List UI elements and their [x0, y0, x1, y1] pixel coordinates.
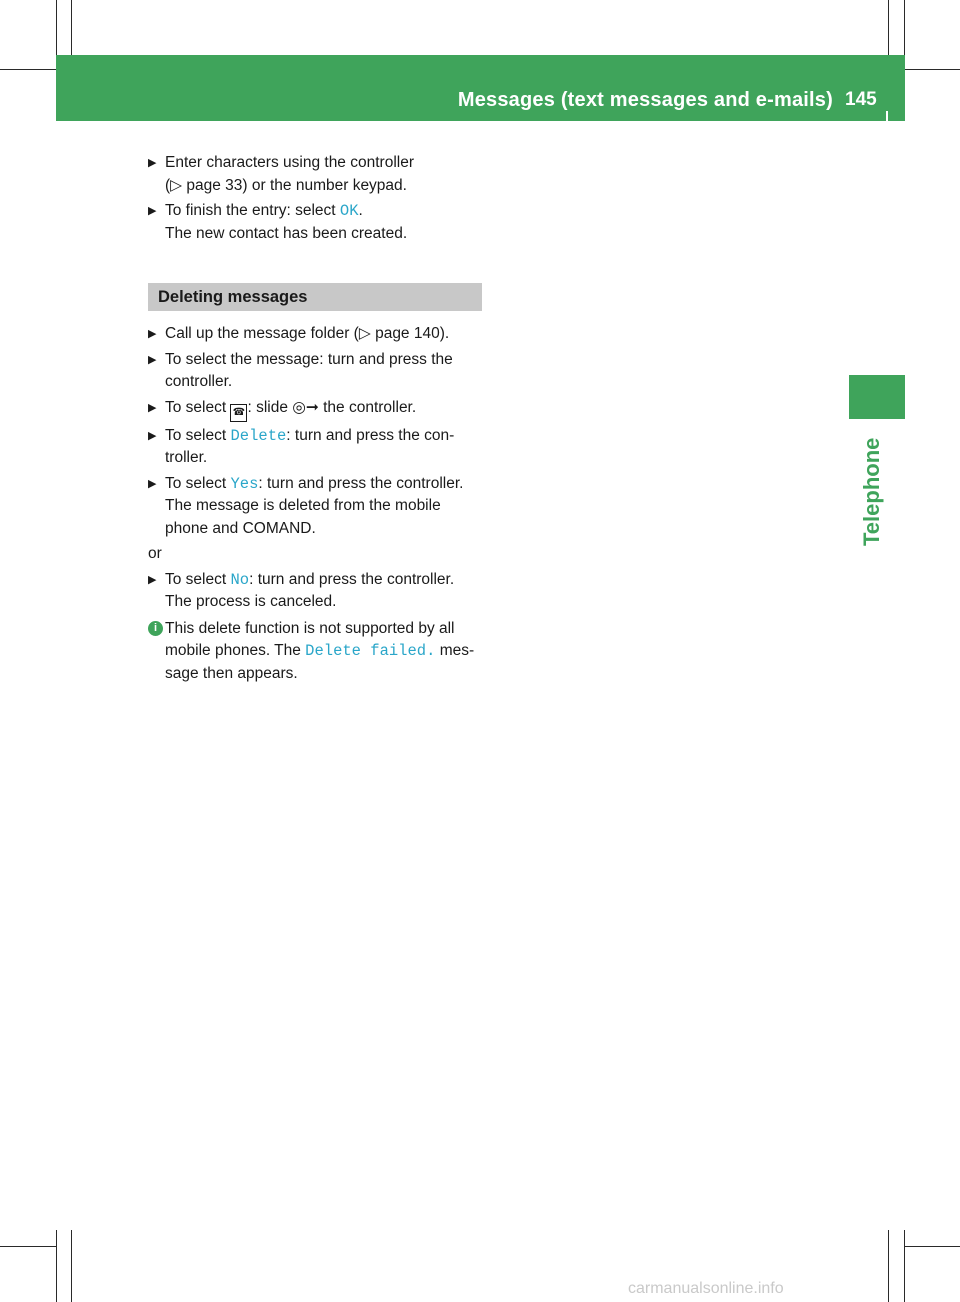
instruction-step: ▶ To finish the entry: select OK. The new contact has been created. [148, 202, 408, 242]
step-result: The process is canceled. [165, 593, 337, 610]
info-icon: i [148, 621, 163, 636]
header-divider [886, 111, 888, 175]
instruction-step: ▶ To select the message: turn and press the controller. [148, 350, 453, 390]
step-arrow-icon: ▶ [148, 429, 157, 442]
info-note: i This delete function is not supported by all mobile phones. The Delete failed. mes- sage then appears. [148, 618, 482, 686]
step-result: The message is deleted from the mobile [165, 497, 441, 514]
crop-mark [71, 1230, 72, 1302]
side-tab-label: Telephone [859, 437, 884, 546]
step-arrow-icon: ▶ [148, 573, 157, 586]
section-heading: Deleting messages [148, 283, 482, 311]
instruction-step: ▶ Enter characters using the controller (▷ page 33) or the number keypad. [148, 154, 414, 194]
step-arrow-icon: ▶ [148, 328, 157, 340]
step-arrow-icon: ▶ [148, 157, 157, 169]
or-separator: or [148, 545, 162, 562]
watermark: carmanualsonline.info [628, 1280, 784, 1297]
display-text-ok: OK [339, 202, 359, 220]
display-text-delete-failed: Delete failed. [305, 642, 436, 660]
instruction-step: ▶ To select Yes: turn and press the controller. The message is deleted from the mobile phone and COMAND. [148, 474, 464, 537]
phone-menu-icon: ☎ [230, 404, 247, 422]
step-arrow-icon: ▶ [148, 205, 157, 217]
instruction-step: ▶ To select No: turn and press the controller. The process is canceled. [148, 570, 455, 610]
crop-mark [888, 1230, 889, 1302]
crop-mark [905, 1246, 960, 1247]
crop-mark [904, 0, 905, 56]
page-number: 145 [845, 89, 877, 110]
crop-mark [56, 0, 57, 56]
step-arrow-icon: ▶ [148, 353, 157, 366]
step-arrow-icon: ▶ [148, 401, 157, 414]
crop-mark [904, 1230, 905, 1302]
crop-mark [0, 1246, 56, 1247]
crop-mark [71, 0, 72, 56]
crop-mark [56, 1230, 57, 1302]
crop-mark [905, 69, 960, 70]
step-arrow-icon: ▶ [148, 477, 157, 490]
display-text-delete: Delete [230, 426, 287, 445]
step-result: The new contact has been created. [165, 224, 408, 242]
instruction-step: ▶ To select Delete: turn and press the con- troller. [148, 426, 455, 466]
page-header [56, 55, 905, 121]
slide-right-icon: ◎➞ [292, 398, 319, 416]
side-tab-marker [849, 375, 905, 419]
step-result: phone and COMAND. [165, 519, 316, 537]
chapter-title: Messages (text messages and e-mails) [457, 89, 833, 111]
crop-mark [888, 0, 889, 56]
display-text-yes: Yes [230, 474, 259, 493]
crop-mark [0, 69, 56, 70]
instruction-step: ▶ Call up the message folder (▷ page 140). [148, 323, 482, 346]
main-content [148, 152, 482, 685]
display-text-no: No [230, 570, 250, 589]
instruction-step: ▶ To select ☎ : slide ◎➞ the controller. [148, 397, 482, 422]
